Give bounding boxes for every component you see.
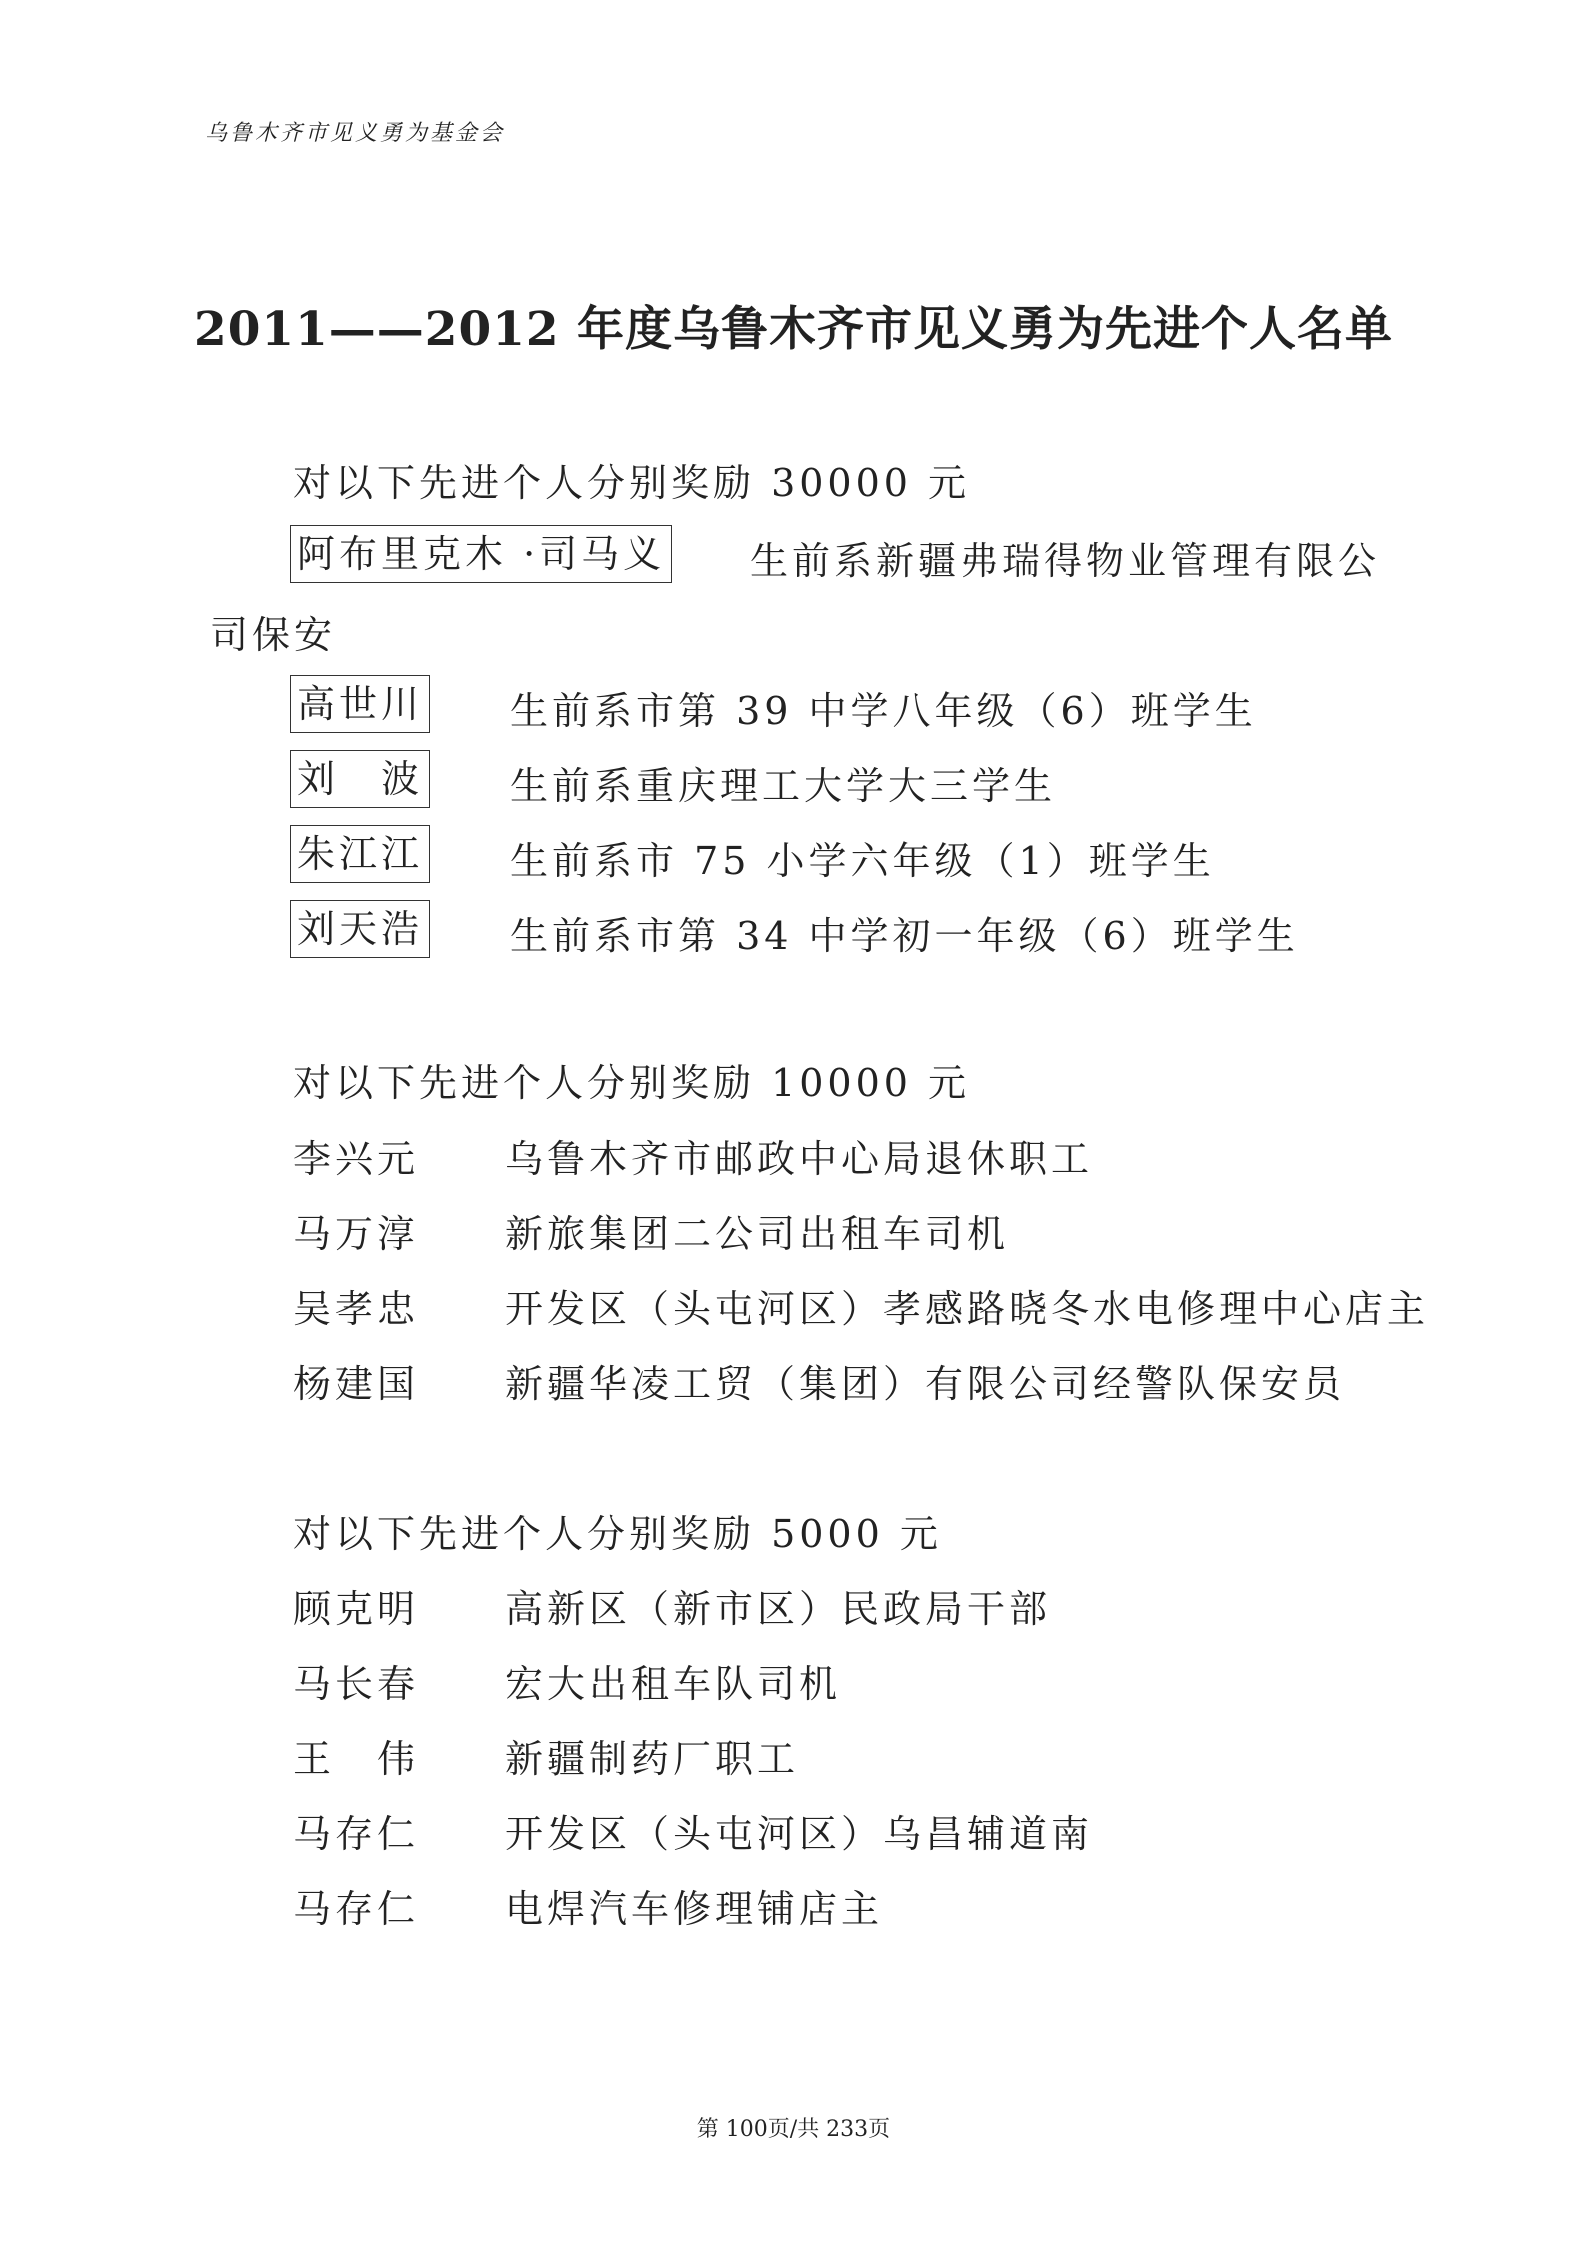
- description: 开发区（头屯河区）孝感路晓冬水电修理中心店主: [505, 1287, 1430, 1331]
- boxed-name: 高世川: [290, 675, 430, 733]
- description: 生前系重庆理工大学大三学生: [510, 764, 1057, 808]
- list-item: [293, 1878, 883, 1933]
- person-name: 顾克明: [293, 1587, 420, 1631]
- section-heading-10000: 对以下先进个人分别奖励 10000 元: [293, 1061, 971, 1105]
- person-name: 马长春: [293, 1662, 420, 1706]
- description: 新疆华凌工贸（集团）有限公司经警队保安员: [505, 1362, 1346, 1406]
- description: 生前系市 75 小学六年级（1）班学生: [510, 839, 1215, 883]
- person-name: 吴孝忠: [293, 1287, 420, 1331]
- description: 新旅集团二公司出租车司机: [505, 1212, 1010, 1256]
- person-name: 杨建国: [293, 1362, 420, 1406]
- boxed-name: 朱江江: [290, 825, 430, 883]
- description: 电焊汽车修理铺店主: [505, 1887, 884, 1931]
- list-item: [293, 1203, 1009, 1258]
- description-line-continued: 司保安: [210, 613, 337, 657]
- organization-header: 乌鲁木齐市见义勇为基金会: [205, 121, 506, 146]
- list-item: [293, 1578, 1051, 1633]
- list-item: [293, 1728, 799, 1783]
- list-item: [293, 1278, 1429, 1333]
- description: 宏大出租车队司机: [505, 1662, 842, 1706]
- person-name: 马存仁: [293, 1812, 420, 1856]
- boxed-name: 刘天浩: [290, 900, 430, 958]
- person-name: 马万淳: [293, 1212, 420, 1256]
- description: 生前系市第 39 中学八年级（6）班学生: [510, 689, 1257, 733]
- section-heading-30000: 对以下先进个人分别奖励 30000 元: [293, 461, 971, 505]
- description: 开发区（头屯河区）乌昌辅道南: [505, 1812, 1094, 1856]
- list-item: [293, 1803, 1093, 1858]
- list-item: [293, 1653, 841, 1708]
- section-heading-5000: 对以下先进个人分别奖励 5000 元: [293, 1512, 942, 1556]
- description: 生前系市第 34 中学初一年级（6）班学生: [510, 914, 1299, 958]
- description: 高新区（新市区）民政局干部: [505, 1587, 1052, 1631]
- person-name: 马存仁: [293, 1887, 420, 1931]
- list-item: [293, 1128, 1093, 1183]
- list-item: [293, 1353, 1345, 1408]
- description: 乌鲁木齐市邮政中心局退休职工: [505, 1137, 1094, 1181]
- description-line: 生前系新疆弗瑞得物业管理有限公: [750, 539, 1381, 583]
- description: 新疆制药厂职工: [505, 1737, 800, 1781]
- page-title: 2011——2012 年度乌鲁木齐市见义勇为先进个人名单: [194, 302, 1393, 357]
- person-name: 王 伟: [293, 1737, 420, 1781]
- person-name: 李兴元: [293, 1137, 420, 1181]
- boxed-name: 阿布里克木 ·司马义: [290, 525, 672, 583]
- boxed-name: 刘 波: [290, 750, 430, 808]
- page-number: 第 100页/共 233页: [696, 2117, 891, 2142]
